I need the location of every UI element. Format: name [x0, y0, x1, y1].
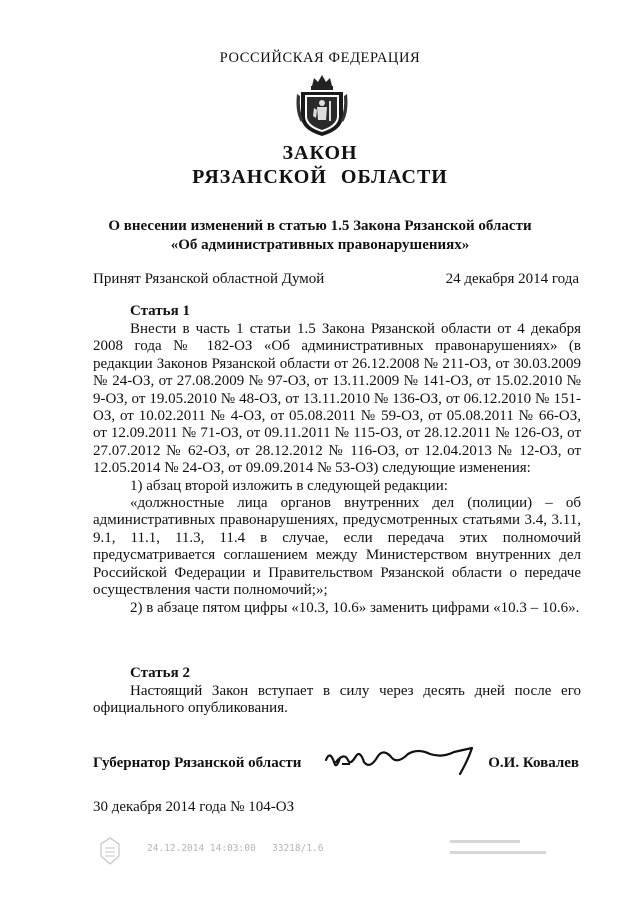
article-1-title: Статья 1 [130, 303, 190, 319]
article-2-paragraph: Настоящий Закон вступает в силу через десять дней после его официального опубликования. [93, 683, 581, 717]
footer-timestamp: 24.12.2014 14:03:00 [147, 843, 256, 854]
law-number-date: 30 декабря 2014 года № 104-ОЗ [93, 799, 295, 815]
country-header: РОССИЙСКАЯ ФЕДЕРАЦИЯ [219, 50, 421, 66]
handwritten-signature [322, 740, 482, 780]
article-1-paragraph: Внести в часть 1 статьи 1.5 Закона Рязанской области от 4 декабря 2008 года № 182-ОЗ «Об административных правонарушениях» (в редакции Законов Рязанской области от 26.12.2008 № 211-ОЗ, от 30.03.2009 № 24-ОЗ, от 27.08.2009 № 97-ОЗ, от 13.11.2009 № 141-ОЗ, от 15.02.2010 № 9-ОЗ, от 19.05.2010 № 48-ОЗ, от 13.11.2010 № 136-ОЗ, от 06.12.2010 № 151-ОЗ, от 10.02.2011 № 4-ОЗ, от 05.08.2011 № 59-ОЗ, от 05.08.2011 № 66-ОЗ, от 12.09.2011 № 71-ОЗ, от 09.11.2011 № 115-ОЗ, от 28.12.2011 № 126-ОЗ, от 27.07.2012 № 62-ОЗ, от 28.12.2012 № 116-ОЗ, от 12.04.2013 № 12-ОЗ, от 12.05.2014 № 24-ОЗ, от 09.09.2014 № 53-ОЗ) следующие изменения: [93, 321, 581, 477]
adoption-date: 24 декабря 2014 года [445, 271, 579, 287]
stamp-logo-icon [97, 836, 123, 866]
footer-code: 33218/1.6 [272, 843, 324, 854]
region-title: РЯЗАНСКОЙ ОБЛАСТИ [192, 166, 448, 188]
subject-line-2: «Об административных правонарушениях» [170, 237, 470, 253]
article-1-paragraph: 2) в абзаце пятом цифры «10.3, 10.6» заменить цифрами «10.3 – 10.6». [130, 599, 580, 616]
law-title: ЗАКОН [282, 142, 358, 164]
subject-line-1: О внесении изменений в статью 1.5 Закона Рязанской области [108, 218, 532, 234]
signatory-name: О.И. Ковалев [488, 755, 579, 771]
faint-stamp-text [448, 837, 558, 861]
article-1-body [93, 321, 581, 617]
article-1-paragraph: 1) абзац второй изложить в следующей редакции: [130, 477, 448, 494]
coat-of-arms-icon [295, 72, 349, 138]
article-2-body [93, 683, 581, 718]
article-1-paragraph: «должностные лица органов внутренних дел (полиции) – об административных правонарушениях, предусмотренных статьями 3.4, 3.11, 9.1, 11.1, 11.3, 11.4 в случае, если передача этих полномочий предусматривается соглашением между Министерством внутренних дел Российской Федерации и Правительством Рязанской области о передаче осуществления части полномочий;»; [93, 495, 581, 599]
adopted-by: Принят Рязанской областной Думой [93, 271, 325, 287]
signatory-position: Губернатор Рязанской области [93, 755, 302, 771]
article-2-title: Статья 2 [130, 665, 190, 681]
